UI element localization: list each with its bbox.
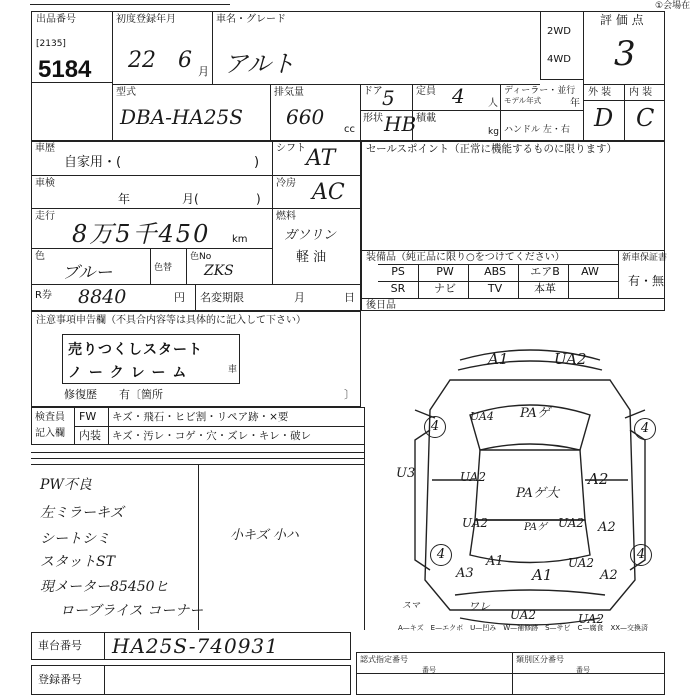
chassis-value: HA25S-740931 (112, 634, 279, 658)
fuel-diesel: 軽 油 (296, 250, 327, 265)
center-remark: 小キズ 小ハ (230, 528, 299, 543)
remark-item: 左ミラーキズ (40, 505, 124, 521)
shape-label: 形状 (363, 113, 383, 124)
repair-history: 修復歴 有〔箇所 (64, 388, 163, 401)
equipment-item: PW (436, 265, 454, 278)
cert-sub1: 番号 (422, 666, 436, 674)
damage-mark: PAゲ大 (516, 486, 559, 501)
damage-mark: PAゲ (524, 522, 548, 533)
inspection-month-unit: 月( (182, 192, 199, 206)
damage-mark: A1 (532, 566, 553, 584)
rating-label: 評 価 点 (600, 13, 644, 27)
history-label: 車歴 (35, 143, 55, 154)
divider (212, 11, 213, 84)
lot-label: 出品番号 (36, 14, 76, 25)
equipment-item: ナビ (434, 282, 456, 295)
new-car-warranty-value: 有・無 (628, 274, 665, 288)
divider (112, 84, 540, 85)
displacement-unit: cc (344, 124, 355, 135)
remark-item: スタットST (40, 554, 115, 570)
exterior-value: D (594, 104, 614, 132)
rear-item-label: 後日品 (366, 300, 396, 311)
tire-front-right: 4 (634, 418, 656, 440)
exterior-label: 外 装 (588, 87, 612, 98)
doors-value: 5 (382, 86, 395, 110)
inspector-interior-items: キズ・汚レ・コゲ・穴・ズレ・キレ・破レ (112, 430, 312, 442)
capacity-value: 4 (452, 84, 465, 108)
mileage-value: 8万5千450 (72, 220, 211, 248)
shift-value: AT (306, 146, 336, 171)
equipment-item: ABS (484, 265, 506, 278)
model-year-unit: 年 (570, 98, 580, 109)
damage-mark: A3 (456, 566, 474, 581)
ac-value: AC (312, 180, 345, 205)
divider (624, 84, 625, 141)
shift-label: シフト (276, 143, 306, 154)
drive-4wd: 4WD (547, 54, 571, 65)
divider (31, 452, 365, 453)
color-no-label: 色No (190, 252, 212, 262)
drive-2wd: 2WD (547, 26, 571, 37)
top-edge-rule (30, 4, 230, 5)
remark-item: シートシミ (40, 531, 110, 547)
damage-mark: A2 (588, 470, 609, 488)
divider (270, 84, 271, 141)
damage-mark: UA2 (554, 350, 587, 368)
divider (186, 248, 187, 284)
inspector-label1: 検査員 (35, 412, 65, 423)
remark-item: PW不良 (40, 477, 92, 493)
lot-number: 5184 (38, 56, 92, 83)
inspector-label2: 記入欄 (35, 428, 65, 439)
stamp-line2-suffix: 車 (228, 365, 238, 375)
first-reg-label: 初度登録年月 (116, 14, 176, 25)
damage-mark: A2 (598, 520, 616, 535)
divider (150, 248, 151, 284)
damage-mark: UA4 (470, 410, 494, 423)
capacity-label: 定員 (416, 86, 436, 97)
name-expiry-day: 日 (344, 291, 355, 304)
lot-code: [2135] (36, 39, 66, 49)
divider (74, 426, 365, 427)
handle-label: ハンドル 左・右 (504, 125, 570, 135)
tire-front-left: 4 (424, 416, 446, 438)
name-label: 車名・グレード (216, 14, 286, 25)
load-label: 積載 (416, 113, 436, 124)
cert-label1: 認式指定番号 (360, 655, 408, 664)
displacement-label: 排気量 (274, 87, 304, 98)
divider (31, 284, 361, 285)
load-unit: kg (488, 127, 499, 137)
divider (583, 100, 665, 101)
divider (31, 208, 361, 209)
color-change-label: 色替 (154, 263, 173, 273)
divider (31, 458, 365, 459)
capacity-unit: 人 (488, 98, 498, 109)
divider (418, 264, 419, 298)
damage-mark: UA2 (568, 556, 595, 570)
interior-value: C (636, 104, 655, 132)
interior-label: 内 装 (629, 87, 653, 98)
recycle-label: R券 (35, 290, 52, 301)
tire-rear-left: 4 (430, 544, 452, 566)
divider (540, 79, 583, 80)
divider (104, 632, 105, 660)
color-label: 色 (35, 251, 45, 262)
divider (360, 110, 583, 111)
divider (518, 264, 519, 298)
inspection-close: ) (256, 192, 261, 206)
divider (104, 665, 105, 695)
mileage-unit: km (232, 234, 248, 245)
divider (112, 11, 113, 141)
sales-point-label: セールスポイント（正常に機能するものに限ります） (366, 143, 618, 155)
divider (356, 673, 665, 674)
equipment-item: SR (390, 282, 406, 295)
stamp-line2: ノ ー ク レ ー ム (68, 365, 188, 381)
name-expiry-label: 名変期限 (200, 291, 244, 304)
damage-mark: UA2 (510, 608, 537, 622)
damage-mark: ワレ (468, 600, 490, 613)
inspection-year-unit: 年 (118, 192, 131, 206)
history-value: 自家用・( (64, 155, 122, 170)
name-expiry-month: 月 (294, 291, 305, 304)
equipment-item: AW (581, 265, 599, 278)
divider (272, 141, 273, 284)
first-reg-year: 22 (128, 48, 156, 73)
tire-rear-right: 4 (630, 544, 652, 566)
model-year-label: モデル年式 (504, 96, 542, 105)
inspector-fw: FW (79, 410, 97, 423)
car-name: アルト (224, 50, 296, 78)
divider (468, 264, 469, 298)
recycle-value: 8840 (78, 286, 127, 308)
first-reg-month: 6 (178, 48, 192, 73)
inspector-interior: 内装 (79, 429, 101, 442)
cert-label2: 類別区分番号 (516, 655, 564, 664)
equipment-item: 本革 (534, 282, 556, 295)
repair-history-close: 〕 (344, 388, 355, 401)
damage-mark: スマ (402, 601, 420, 611)
displacement-value: 660 (286, 105, 325, 129)
divider (540, 11, 541, 79)
fuel-gasoline: ガソリン (284, 228, 337, 243)
dealer-label: ディーラー・並行 (504, 86, 576, 96)
first-reg-month-unit: 月 (198, 65, 209, 78)
divider (618, 250, 619, 298)
damage-mark: A1 (486, 554, 504, 569)
divider (361, 298, 665, 299)
equipment-title: 装備品（純正品に限り○をつけてください） (366, 252, 565, 263)
divider (378, 281, 618, 282)
damage-mark: UA2 (578, 612, 605, 626)
divider (31, 175, 361, 176)
doors-label: ドア (363, 86, 383, 97)
registration-label: 登録番号 (38, 673, 82, 686)
damage-mark: UA2 (460, 470, 487, 484)
remark-item: 現メーター85450ヒ (40, 579, 169, 595)
damage-mark: UA2 (558, 516, 585, 530)
divider (568, 264, 569, 298)
damage-legend: A—キズ E—エクボ U—凹み W—補修跡 S—サビ C—腐食 XX—交換済 (398, 624, 649, 632)
new-car-warranty-label: 新車保証書 (622, 253, 668, 263)
equipment-item: TV (487, 282, 503, 295)
divider (583, 11, 584, 141)
damage-mark: UA2 (462, 516, 489, 530)
cert-sub2: 番号 (576, 666, 590, 674)
notes-title: 注意事項申告欄（不具合内容等は具体的に記入して下さい） (36, 315, 306, 326)
damage-mark: U3 (396, 466, 416, 481)
header-stub: ①会場在 (655, 1, 691, 11)
chassis-label: 車台番号 (38, 639, 82, 652)
model-value: DBA-HA25S (120, 105, 243, 129)
divider (360, 84, 361, 141)
shape-value: HB (384, 112, 417, 136)
stamp-line1: 売りつくしスタート (68, 342, 203, 358)
inspector-fw-items: キズ・飛石・ヒビ割・リペア跡・×要 (112, 411, 289, 423)
color-code-value: ZKS (204, 263, 234, 279)
recycle-unit: 円 (174, 291, 185, 304)
history-close: ) (254, 155, 260, 170)
divider (378, 264, 618, 265)
inspection-label: 車検 (35, 178, 55, 189)
ac-label: 冷房 (276, 178, 296, 189)
damage-mark: PAゲ (520, 406, 550, 421)
divider (195, 284, 196, 311)
divider (31, 82, 112, 83)
mileage-label: 走行 (35, 211, 55, 222)
remark-item: ローブライス コーナー (60, 603, 204, 619)
divider (108, 407, 109, 445)
divider (500, 84, 501, 141)
divider (361, 250, 665, 251)
color-value: ブルー (62, 263, 113, 283)
damage-mark: A1 (488, 350, 509, 368)
equipment-item: エアB (530, 265, 560, 278)
fuel-label: 燃料 (276, 211, 296, 222)
equipment-item: PS (391, 265, 405, 278)
damage-mark: A2 (600, 568, 618, 583)
rating-value: 3 (614, 34, 636, 74)
model-label: 型式 (116, 87, 136, 98)
